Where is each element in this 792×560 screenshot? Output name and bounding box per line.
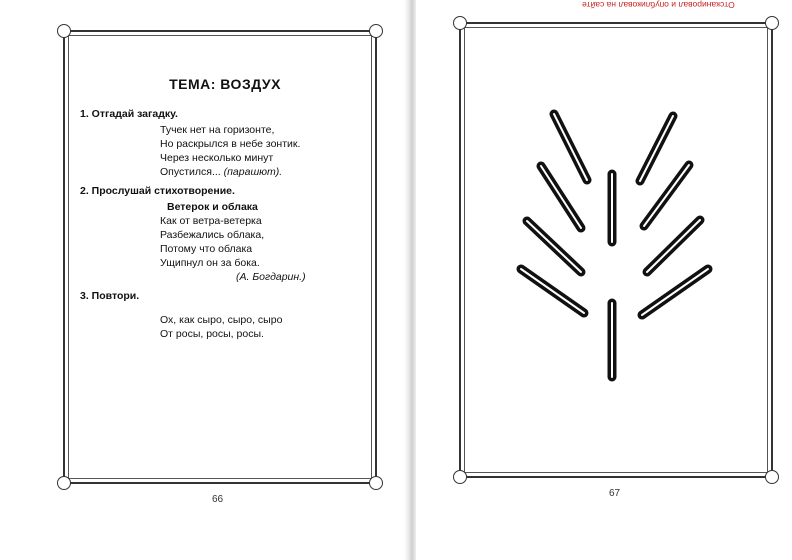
task-1-heading: 1. Отгадай загадку. [80, 108, 178, 120]
riddle-line: Но раскрылся в небе зонтик. [160, 138, 301, 150]
twister-line: Ох, как сыро, сыро, сыро [160, 314, 283, 326]
page-number-left: 66 [212, 494, 224, 505]
page-title: ТЕМА: ВОЗДУХ [169, 76, 281, 92]
poem-line: Ущипнул он за бока. [160, 257, 260, 269]
poem-line: Потому что облака [160, 243, 253, 255]
riddle-answer: (парашют). [223, 166, 283, 178]
watermark-text: Отсканировал и опубликовал на сайте [582, 0, 735, 10]
poem-line: Как от ветра-ветерка [160, 215, 262, 227]
riddle-last-text: Опустился... [160, 166, 221, 178]
riddle-line: Тучек нет на горизонте, [160, 124, 275, 136]
stick-left-4 [521, 269, 584, 313]
stick-right-1 [640, 116, 673, 181]
stick-right-4 [642, 269, 708, 315]
page-number-right: 67 [609, 488, 621, 499]
task-3-heading: 3. Повтори. [80, 290, 140, 302]
stick-right-2 [644, 165, 689, 226]
poem-line: Разбежались облака, [160, 229, 265, 241]
twister-line: От росы, росы, росы. [160, 328, 264, 340]
poem-title: Ветерок и облака [167, 201, 258, 213]
stick-left-2 [541, 166, 581, 228]
task-2-heading: 2. Прослушай стихотворение. [80, 185, 235, 197]
stick-right-3 [647, 220, 700, 272]
riddle-line: Через несколько минут [160, 152, 274, 164]
stick-left-3 [527, 221, 581, 272]
poem-author: (А. Богдарин.) [236, 271, 306, 283]
stick-left-1 [554, 114, 587, 180]
